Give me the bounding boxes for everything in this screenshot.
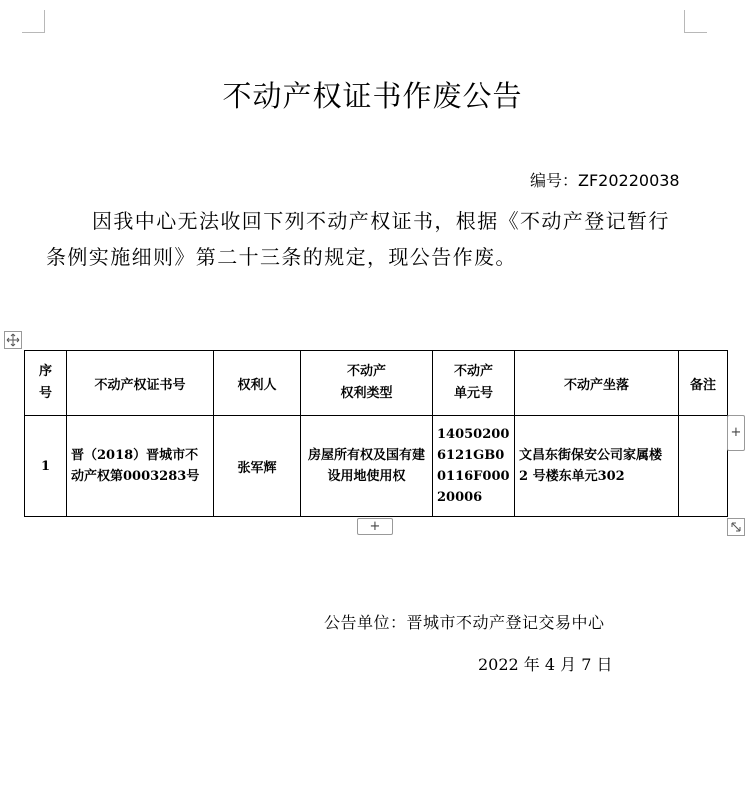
void-certificate-table: [24, 350, 728, 517]
announcement-body: 因我中心无法收回下列不动产权证书，根据《不动产登记暂行条例实施细则》第二十三条的规定，现公告作废。: [46, 209, 670, 269]
cell-right-type: 房屋所有权及国有建设用地使用权: [301, 416, 433, 517]
table-resize-handle[interactable]: [727, 518, 745, 536]
cell-location: 文昌东街保安公司家属楼 2 号楼东单元302: [515, 416, 679, 517]
page-corner-mark-top-right: [684, 10, 707, 33]
table-move-handle[interactable]: [4, 331, 22, 349]
header-right-type: 不动产 权利类型: [301, 351, 433, 416]
cell-holder: 张军辉: [214, 416, 301, 517]
header-unit-no: 不动产 单元号: [433, 351, 515, 416]
header-remark: 备注: [679, 351, 728, 416]
header-location: 不动产坐落: [515, 351, 679, 416]
document-number: 编号：ZF20220038: [530, 171, 680, 190]
resize-icon: [729, 520, 743, 534]
add-column-button[interactable]: +: [727, 415, 745, 451]
table-header-row: [25, 351, 728, 416]
cell-unit-no: 140502006121GB00116F00020006: [433, 416, 515, 517]
header-seq: 序号: [25, 351, 67, 416]
page-title: 不动产权证书作废公告: [222, 79, 523, 113]
cell-seq: 1: [25, 416, 67, 517]
announcement-date: 2022 年 4 月 7 日: [478, 655, 613, 674]
page-corner-mark-top-left: [22, 10, 45, 33]
header-holder: 权利人: [214, 351, 301, 416]
table-row: [25, 416, 728, 517]
cell-remark: [679, 416, 728, 517]
add-row-button[interactable]: +: [357, 518, 393, 535]
issuing-unit: 公告单位：晋城市不动产登记交易中心: [324, 613, 605, 632]
cell-cert-no: 晋（2018）晋城市不动产权第0003283号: [67, 416, 214, 517]
move-icon: [6, 333, 20, 347]
header-cert-no: 不动产权证书号: [67, 351, 214, 416]
